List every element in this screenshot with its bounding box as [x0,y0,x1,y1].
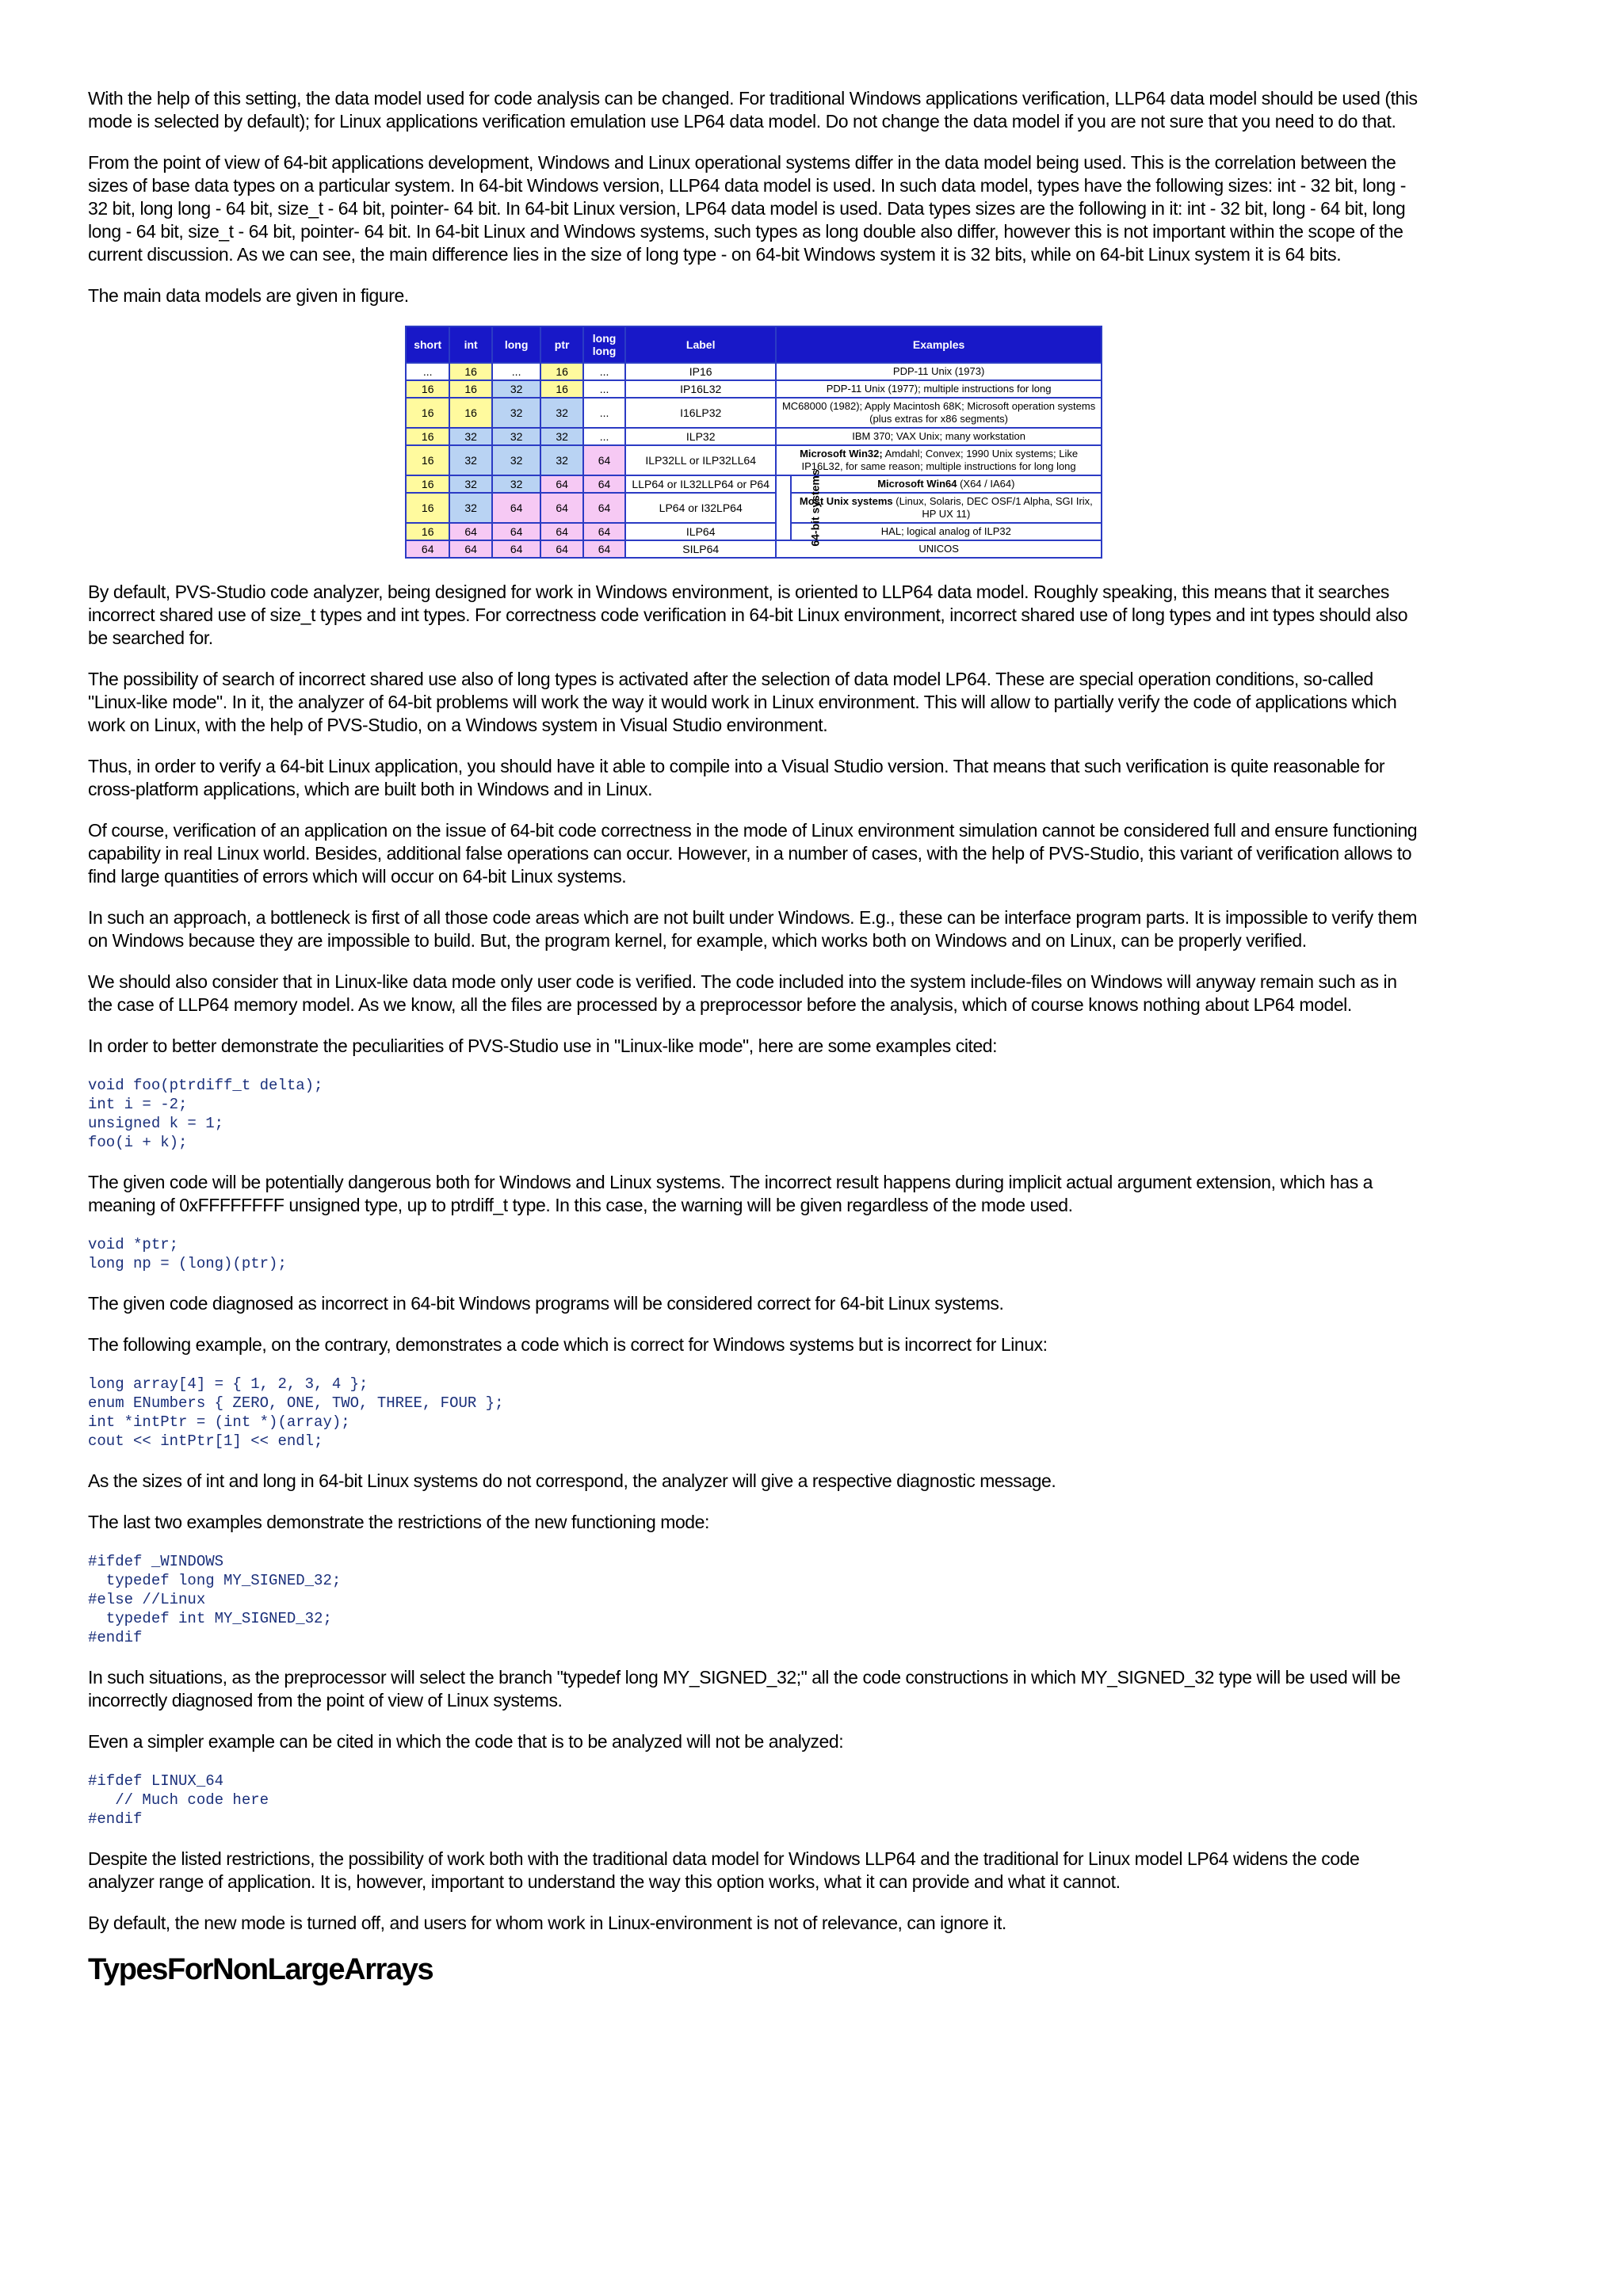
paragraph: Despite the listed restrictions, the possibility of work both with the traditional data model for Windows LLP64 and the traditional for Linux model LP64 widens the code analyzer range of application. It is, however, important to understand the way this option works, what it can provide and what it cannot. [88,1848,1360,1892]
code-block: void foo(ptrdiff_t delta); int i = -2; unsigned k = 1; foo(i + k); [88,1077,323,1151]
code-block: #ifdef LINUX_64 // Much code here #endif [88,1772,269,1828]
paragraph: From the point of view of 64-bit applications development, Windows and Linux operational systems differ in the data model being used. This is the correlation between the sizes of base data types on a particular system. In 64-bit Windows version, LLP64 data model is used. In such data model, types have the following sizes: int - 32 bit, long - 32 bit, long long - 64 bit, size_t - 64 bit, pointer- 64 bit. In 64-bit Linux version, LP64 data model is used. Data types sizes are the following in it: int - 32 bit, long - 64 bit, long long - 64 bit, size_t - 64 bit, pointer- 64 bit. In 64-bit Linux and Windows systems, such types as long double also differ, however this is not important within the scope of the current discussion. As we can see, the main difference lies in the size of long type - on 64-bit Windows system it is 32 bits, while on 64-bit Linux system it is 64 bits. [88,152,1406,265]
cell: 16 [406,380,449,398]
vertical-label-64bit [776,469,822,547]
example-text: UNICOS [918,543,959,555]
cell: 64 [583,445,625,475]
cell: 32 [540,445,582,475]
cell: 32 [492,475,541,493]
example-text: HAL; logical analog of ILP32 [880,525,1011,537]
cell: ... [492,363,541,380]
example-bold: Microsoft Win64 [877,478,957,490]
example-bold: Most Unix systems [799,495,893,507]
paragraph: As the sizes of int and long in 64-bit Linux systems do not correspond, the analyzer will give a respective diagnostic message. [88,1470,1056,1491]
cell: 64 [406,540,449,558]
cell: 32 [540,428,582,445]
header-long: long [492,326,541,363]
row-example [791,493,1102,523]
paragraph: In order to better demonstrate the peculiarities of PVS-Studio use in "Linux-like mode", here are some examples cited: [88,1035,998,1056]
paragraph: By default, the new mode is turned off, and users for whom work in Linux-environment is not of relevance, can ignore it. [88,1913,1006,1933]
row-label: I16LP32 [625,398,776,428]
row-label: IP16L32 [625,380,776,398]
paragraph: Of course, verification of an application on the issue of 64-bit code correctness in the mode of Linux environment simulation cannot be considered full and ensure functioning capability in real Linux world. Besides, additional false operations can occur. However, in a number of cases, with the help of PVS-Studio, this variant of verification allows to find large quantities of errors which will occur on 64-bit Linux systems. [88,820,1418,887]
cell: 32 [449,475,491,493]
cell: 32 [449,493,491,523]
paragraph: In such an approach, a bottleneck is first of all those code areas which are not built under Windows. E.g., these can be interface program parts. It is impossible to verify them on Windows because they are impossible to build. But, the program kernel, for example, which works both on Windows and on Linux, can be properly verified. [88,907,1417,951]
cell: 32 [492,445,541,475]
table-row [406,428,1102,445]
table-row [406,540,1102,558]
row-example [776,398,1102,428]
row-label: ILP32LL or ILP32LL64 [625,445,776,475]
cell: 32 [492,428,541,445]
row-label: LLP64 or IL32LLP64 or P64 [625,475,776,493]
code-block: #ifdef _WINDOWS typedef long MY_SIGNED_32; #else //Linux typedef int MY_SIGNED_32; #endif [88,1553,342,1646]
header-long-long: long long [583,326,625,363]
row-label: SILP64 [625,540,776,558]
cell: 64 [583,475,625,493]
cell: 64 [449,523,491,540]
example-text: (X64 / IA64) [957,478,1015,490]
example-text: (Linux, Solaris, DEC OSF/1 Alpha, SGI Irix, HP UX 11) [892,495,1093,520]
row-example [776,380,1102,398]
cell: 64 [540,475,582,493]
row-example [776,540,1102,558]
paragraph: By default, PVS-Studio code analyzer, being designed for work in Windows environment, is oriented to LLP64 data model. Roughly speaking, this means that it searches incorrect shared use of size_t types and int types. For correctness code verification in 64-bit Linux environment, incorrect shared use of long types and int types should also be searched for. [88,582,1408,648]
paragraph: We should also consider that in Linux-like data mode only user code is verified. The code included into the system include-files on Windows will anyway remain such as in the case of LLP64 memory model. As we know, all the files are processed by a preprocessor before the analysis, which of course knows nothing about LP64 model. [88,971,1397,1015]
cell: 64 [492,523,541,540]
cell: 64 [583,493,625,523]
row-label: ILP64 [625,523,776,540]
cell: ... [583,428,625,445]
paragraph: The last two examples demonstrate the restrictions of the new functioning mode: [88,1512,709,1532]
cell: 16 [406,523,449,540]
table-row [406,523,1102,540]
paragraph: The given code diagnosed as incorrect in 64-bit Windows programs will be considered correct for 64-bit Linux systems. [88,1293,1004,1314]
cell: 32 [449,445,491,475]
cell: ... [406,363,449,380]
example-text: PDP-11 Unix (1977); multiple instructions for long [826,383,1052,395]
row-label: LP64 or I32LP64 [625,493,776,523]
document-page [88,87,1419,1987]
cell: 16 [406,493,449,523]
cell: 16 [406,428,449,445]
cell: 64 [449,540,491,558]
example-bold: Microsoft Win32; [800,448,883,460]
row-example [791,475,1102,493]
row-example [776,428,1102,445]
row-example [776,363,1102,380]
table-row [406,445,1102,475]
cell: 64 [540,493,582,523]
paragraph: Thus, in order to verify a 64-bit Linux application, you should have it able to compile into a Visual Studio version. That means that such verification is quite reasonable for cross-platform applications, which are built both in Windows and in Linux. [88,756,1385,799]
cell: 64 [540,523,582,540]
paragraph: In such situations, as the preprocessor will select the branch "typedef long MY_SIGNED_32;" all the code constructions in which MY_SIGNED_32 type will be used will be incorrectly diagnosed from the point of view of Linux systems. [88,1667,1400,1711]
paragraph: The given code will be potentially dangerous both for Windows and Linux systems. The incorrect result happens during implicit actual argument extension, which has a meaning of 0xFFFFFFFF unsigned type, up to ptrdiff_t type. In this case, the warning will be given regardless of the mode used. [88,1172,1373,1215]
section-heading: TypesForNonLargeArrays [88,1953,433,1986]
row-label: IP16 [625,363,776,380]
cell: 64 [492,540,541,558]
cell: 16 [406,475,449,493]
cell: 16 [540,380,582,398]
paragraph: The main data models are given in figure. [88,285,409,306]
example-text: IBM 370; VAX Unix; many workstation [852,430,1025,442]
header-label: Label [625,326,776,363]
row-label: ILP32 [625,428,776,445]
table-row [406,398,1102,428]
cell: ... [583,380,625,398]
cell: 64 [540,540,582,558]
cell: ... [583,363,625,380]
code-block: long array[4] = { 1, 2, 3, 4 }; enum ENumbers { ZERO, ONE, TWO, THREE, FOUR }; int *intPtr = (int *)(array); cout << intPtr[1] << endl; [88,1375,504,1450]
cell: 16 [449,398,491,428]
example-text: MC68000 (1982); Apply Macintosh 68K; Microsoft operation systems (plus extras for x86 segments) [781,400,1096,425]
vertical-label-text: 64-bit systems [808,469,822,547]
cell: 16 [406,445,449,475]
cell: 64 [583,523,625,540]
paragraph: The possibility of search of incorrect shared use also of long types is activated after the selection of data model LP64. These are special operation conditions, so-called "Linux-like mode". In it, the analyzer of 64-bit problems will work the way it would work in Linux environment. This will allow to partially verify the code of applications which work on Linux, with the help of PVS-Studio, on a Windows system in Visual Studio environment. [88,669,1397,735]
code-block: void *ptr; long np = (long)(ptr); [88,1236,287,1272]
paragraph: With the help of this setting, the data model used for code analysis can be changed. For traditional Windows applications verification, LLP64 data model should be used (this mode is selected by default); for Linux applications verification emulation use LP64 data model. Do not change the data model if you are not sure that you need to do that. [88,88,1418,132]
cell: 32 [492,398,541,428]
header-short: short [406,326,449,363]
table-row [406,363,1102,380]
cell: 64 [583,540,625,558]
table-row [406,493,1102,523]
header-examples: Examples [776,326,1102,363]
cell: 64 [492,493,541,523]
table-row [406,475,1102,493]
cell: 16 [406,398,449,428]
cell: 16 [449,380,491,398]
cell: 32 [492,380,541,398]
header-ptr: ptr [540,326,582,363]
row-example [791,523,1102,540]
example-text: PDP-11 Unix (1973) [892,365,985,377]
paragraph: The following example, on the contrary, demonstrates a code which is correct for Windows systems but is incorrect for Linux: [88,1334,1048,1355]
cell: 16 [449,363,491,380]
cell: ... [583,398,625,428]
paragraph: Even a simpler example can be cited in which the code that is to be analyzed will not be analyzed: [88,1731,844,1752]
table-row [406,380,1102,398]
table-header-row [406,326,1102,363]
data-models-figure [405,326,1419,559]
example-text: Amdahl; Convex; 1990 Unix systems; Like IP16L32, for same reason; multiple instructions for long long [801,448,1079,472]
header-int: int [449,326,491,363]
cell: 32 [449,428,491,445]
cell: 16 [540,363,582,380]
data-models-table [405,326,1102,559]
cell: 32 [540,398,582,428]
row-example [776,445,1102,475]
